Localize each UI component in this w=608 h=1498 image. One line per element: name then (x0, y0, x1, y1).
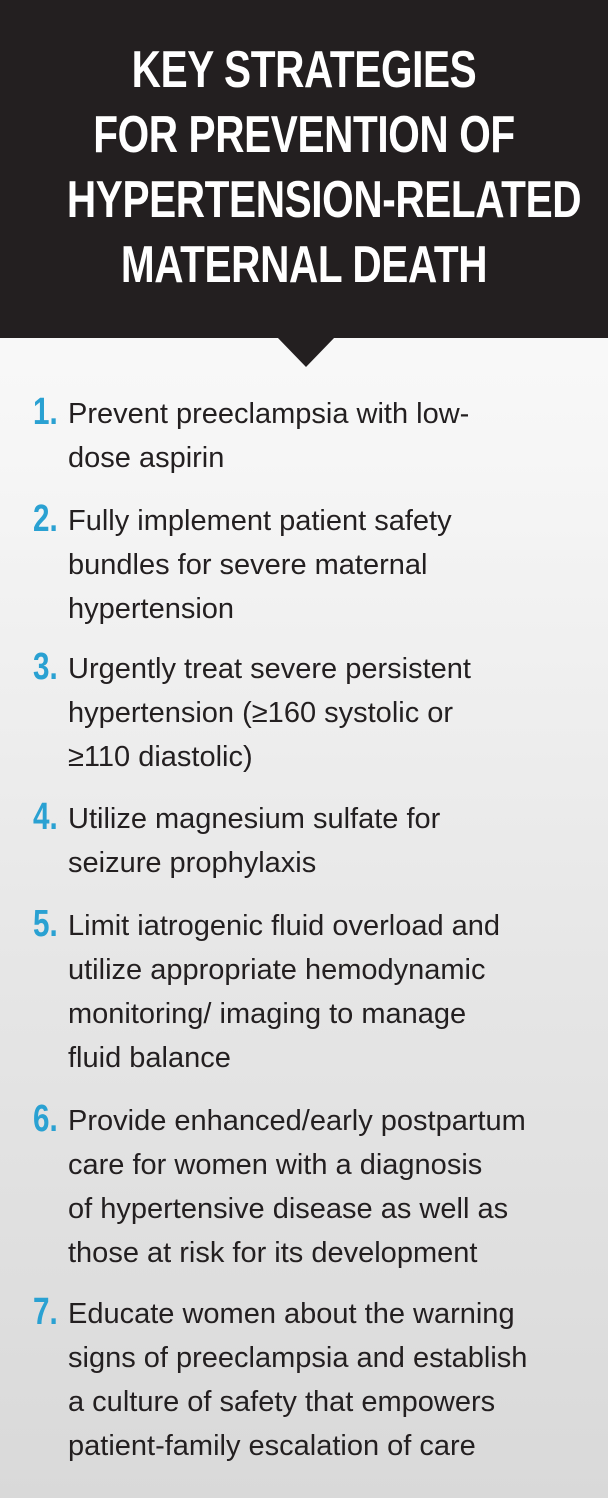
item-number: 7. (33, 1291, 58, 1333)
item-text-line: Prevent preeclampsia with low- (68, 398, 470, 430)
item-text (68, 1099, 598, 1275)
title-line: KEY STRATEGIES (131, 41, 477, 99)
banner-pointer (277, 337, 335, 367)
item-text-line: of hypertensive disease as well as (68, 1193, 509, 1225)
item-text-line: Limit iatrogenic fluid overload and (68, 910, 501, 942)
page-title (66, 38, 582, 298)
item-number: 5. (33, 903, 58, 945)
item-number: 3. (33, 646, 58, 688)
item-text-line: dose aspirin (68, 442, 225, 474)
item-text-line: Educate women about the warning (68, 1298, 515, 1330)
item-text-line: utilize appropriate hemodynamic (68, 954, 486, 986)
item-text-line: hypertension (≥160 systolic or (68, 697, 454, 729)
title-line: FOR PREVENTION OF (93, 106, 515, 164)
item-text-line: those at risk for its development (68, 1237, 478, 1269)
item-text (68, 392, 598, 480)
title-banner (0, 0, 608, 338)
item-number: 4. (33, 796, 58, 838)
item-text (68, 797, 598, 885)
title-line: MATERNAL DEATH (120, 236, 488, 294)
item-text-line: Urgently treat severe persistent (68, 653, 471, 685)
item-text-line: Fully implement patient safety (68, 505, 452, 537)
item-number: 6. (33, 1098, 58, 1140)
item-text-line: seizure prophylaxis (68, 847, 317, 879)
item-text-line: care for women with a diagnosis (68, 1149, 483, 1181)
item-text-line: monitoring/ imaging to manage (68, 998, 467, 1030)
item-text-line: Utilize magnesium sulfate for (68, 803, 441, 835)
item-text (68, 904, 598, 1080)
item-text-line: Provide enhanced/early postpartum (68, 1105, 526, 1137)
item-text-line: a culture of safety that empowers (68, 1386, 496, 1418)
title-line: HYPERTENSION-RELATED (66, 171, 582, 229)
item-text-line: ≥110 diastolic) (68, 741, 253, 773)
item-text (68, 647, 598, 779)
item-text-line: signs of preeclampsia and establish (68, 1342, 528, 1374)
item-text (68, 499, 598, 631)
item-text (68, 1292, 598, 1468)
item-number: 1. (33, 391, 58, 433)
item-number: 2. (33, 498, 58, 540)
item-text-line: fluid balance (68, 1042, 231, 1074)
item-text-line: patient-family escalation of care (68, 1430, 476, 1462)
item-text-line: hypertension (68, 593, 235, 625)
item-text-line: bundles for severe maternal (68, 549, 428, 581)
